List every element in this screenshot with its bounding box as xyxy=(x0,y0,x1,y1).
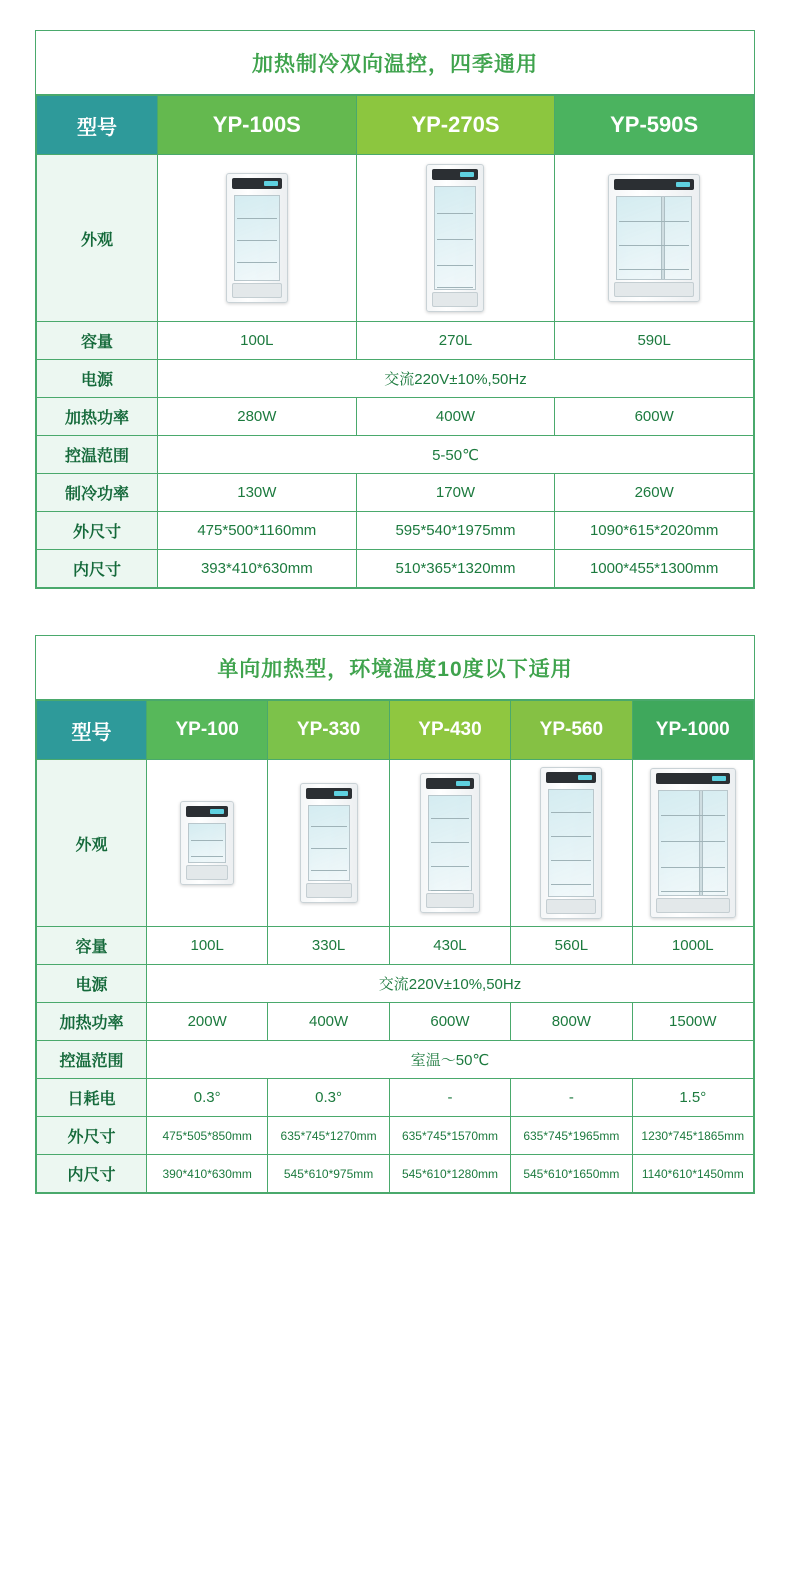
product-photo-yp430 xyxy=(389,760,510,927)
cell-outerdim-2-2: 635*745*1270mm xyxy=(268,1117,389,1155)
cell-heating-2-1: 200W xyxy=(147,1003,268,1041)
cell-temprange-merged-2: 室温～50℃ xyxy=(147,1041,754,1079)
header-model-2-2: YP-330 xyxy=(268,701,389,760)
fridge-illustration xyxy=(300,783,358,903)
table-row-heating-1 xyxy=(37,398,754,436)
row-label-outerdim-2: 外尺寸 xyxy=(37,1117,147,1155)
product-photo-yp560 xyxy=(511,760,632,927)
cell-outerdim-2-4: 635*745*1965mm xyxy=(511,1117,632,1155)
cell-capacity-1-2: 270L xyxy=(356,322,555,360)
block-title-1: 加热制冷双向温控，四季通用 xyxy=(36,31,754,95)
table-header-row-1 xyxy=(37,96,754,155)
header-model-1-2: YP-270S xyxy=(356,96,555,155)
cell-outerdim-1-3: 1090*615*2020mm xyxy=(555,512,754,550)
table-row-capacity-2 xyxy=(37,927,754,965)
row-label-innerdim-2: 内尺寸 xyxy=(37,1155,147,1193)
row-label-capacity-1: 容量 xyxy=(37,322,158,360)
cell-outerdim-1-2: 595*540*1975mm xyxy=(356,512,555,550)
table-row-power-1 xyxy=(37,360,754,398)
fridge-illustration xyxy=(426,164,484,312)
cell-heating-1-3: 600W xyxy=(555,398,754,436)
spec-table-2 xyxy=(36,700,754,1193)
cell-innerdim-2-4: 545*610*1650mm xyxy=(511,1155,632,1193)
cell-capacity-2-4: 560L xyxy=(511,927,632,965)
cell-heating-2-3: 600W xyxy=(389,1003,510,1041)
cell-innerdim-1-3: 1000*455*1300mm xyxy=(555,550,754,588)
product-photo-yp100s xyxy=(158,155,357,322)
cell-innerdim-1-2: 510*365*1320mm xyxy=(356,550,555,588)
block-spacer xyxy=(35,589,755,635)
cell-dailypower-2-2: 0.3° xyxy=(268,1079,389,1117)
fridge-illustration xyxy=(180,801,234,885)
row-label-heating-1: 加热功率 xyxy=(37,398,158,436)
product-photo-yp100 xyxy=(147,760,268,927)
table-row-appearance-1 xyxy=(37,155,754,322)
row-label-temprange-1: 控温范围 xyxy=(37,436,158,474)
table-row-dailypower-2 xyxy=(37,1079,754,1117)
table-row-capacity-1 xyxy=(37,322,754,360)
row-label-innerdim-1: 内尺寸 xyxy=(37,550,158,588)
cell-outerdim-2-5: 1230*745*1865mm xyxy=(632,1117,753,1155)
block-title-2: 单向加热型，环境温度10度以下适用 xyxy=(36,636,754,700)
table-row-outerdim-1 xyxy=(37,512,754,550)
cell-innerdim-1-1: 393*410*630mm xyxy=(158,550,357,588)
table-row-power-2 xyxy=(37,965,754,1003)
table-header-row-2 xyxy=(37,701,754,760)
header-model-2-5: YP-1000 xyxy=(632,701,753,760)
row-label-power-1: 电源 xyxy=(37,360,158,398)
fridge-illustration xyxy=(226,173,288,303)
product-photo-yp1000 xyxy=(632,760,753,927)
row-label-capacity-2: 容量 xyxy=(37,927,147,965)
table-row-heating-2 xyxy=(37,1003,754,1041)
cell-heating-1-2: 400W xyxy=(356,398,555,436)
cell-innerdim-2-1: 390*410*630mm xyxy=(147,1155,268,1193)
cell-heating-2-4: 800W xyxy=(511,1003,632,1041)
spec-block-heating-only xyxy=(35,635,755,1194)
cell-capacity-2-1: 100L xyxy=(147,927,268,965)
header-model-1-1: YP-100S xyxy=(158,96,357,155)
cell-outerdim-2-3: 635*745*1570mm xyxy=(389,1117,510,1155)
header-model-label-2: 型号 xyxy=(37,701,147,760)
table-row-temprange-1 xyxy=(37,436,754,474)
cell-capacity-1-3: 590L xyxy=(555,322,754,360)
spec-table-1 xyxy=(36,95,754,588)
row-label-appearance-1: 外观 xyxy=(37,155,158,322)
cell-dailypower-2-5: 1.5° xyxy=(632,1079,753,1117)
cell-dailypower-2-4: - xyxy=(511,1079,632,1117)
cell-heating-2-2: 400W xyxy=(268,1003,389,1041)
cell-innerdim-2-2: 545*610*975mm xyxy=(268,1155,389,1193)
cell-heating-1-1: 280W xyxy=(158,398,357,436)
header-model-2-1: YP-100 xyxy=(147,701,268,760)
cell-capacity-2-5: 1000L xyxy=(632,927,753,965)
cell-dailypower-2-1: 0.3° xyxy=(147,1079,268,1117)
product-photo-yp270s xyxy=(356,155,555,322)
cell-capacity-2-3: 430L xyxy=(389,927,510,965)
cell-cooling-1-1: 130W xyxy=(158,474,357,512)
cell-outerdim-2-1: 475*505*850mm xyxy=(147,1117,268,1155)
table-row-cooling-1 xyxy=(37,474,754,512)
cell-cooling-1-2: 170W xyxy=(356,474,555,512)
cell-power-merged-1: 交流220V±10%,50Hz xyxy=(158,360,754,398)
row-label-outerdim-1: 外尺寸 xyxy=(37,512,158,550)
cell-power-merged-2: 交流220V±10%,50Hz xyxy=(147,965,754,1003)
row-label-heating-2: 加热功率 xyxy=(37,1003,147,1041)
cell-capacity-1-1: 100L xyxy=(158,322,357,360)
header-model-label-1: 型号 xyxy=(37,96,158,155)
row-label-power-2: 电源 xyxy=(37,965,147,1003)
table-row-outerdim-2 xyxy=(37,1117,754,1155)
header-model-2-4: YP-560 xyxy=(511,701,632,760)
header-model-1-3: YP-590S xyxy=(555,96,754,155)
table-row-innerdim-1 xyxy=(37,550,754,588)
cell-capacity-2-2: 330L xyxy=(268,927,389,965)
cell-temprange-merged-1: 5-50℃ xyxy=(158,436,754,474)
fridge-illustration xyxy=(608,174,700,302)
cell-cooling-1-3: 260W xyxy=(555,474,754,512)
table-row-appearance-2 xyxy=(37,760,754,927)
cell-innerdim-2-3: 545*610*1280mm xyxy=(389,1155,510,1193)
fridge-illustration xyxy=(650,768,736,918)
table-row-innerdim-2 xyxy=(37,1155,754,1193)
product-photo-yp330 xyxy=(268,760,389,927)
fridge-illustration xyxy=(420,773,480,913)
product-photo-yp590s xyxy=(555,155,754,322)
row-label-appearance-2: 外观 xyxy=(37,760,147,927)
cell-innerdim-2-5: 1140*610*1450mm xyxy=(632,1155,753,1193)
row-label-cooling-1: 制冷功率 xyxy=(37,474,158,512)
header-model-2-3: YP-430 xyxy=(389,701,510,760)
row-label-temprange-2: 控温范围 xyxy=(37,1041,147,1079)
fridge-illustration xyxy=(540,767,602,919)
cell-dailypower-2-3: - xyxy=(389,1079,510,1117)
cell-heating-2-5: 1500W xyxy=(632,1003,753,1041)
row-label-dailypower-2: 日耗电 xyxy=(37,1079,147,1117)
cell-outerdim-1-1: 475*500*1160mm xyxy=(158,512,357,550)
table-row-temprange-2 xyxy=(37,1041,754,1079)
spec-block-dual-temp xyxy=(35,30,755,589)
